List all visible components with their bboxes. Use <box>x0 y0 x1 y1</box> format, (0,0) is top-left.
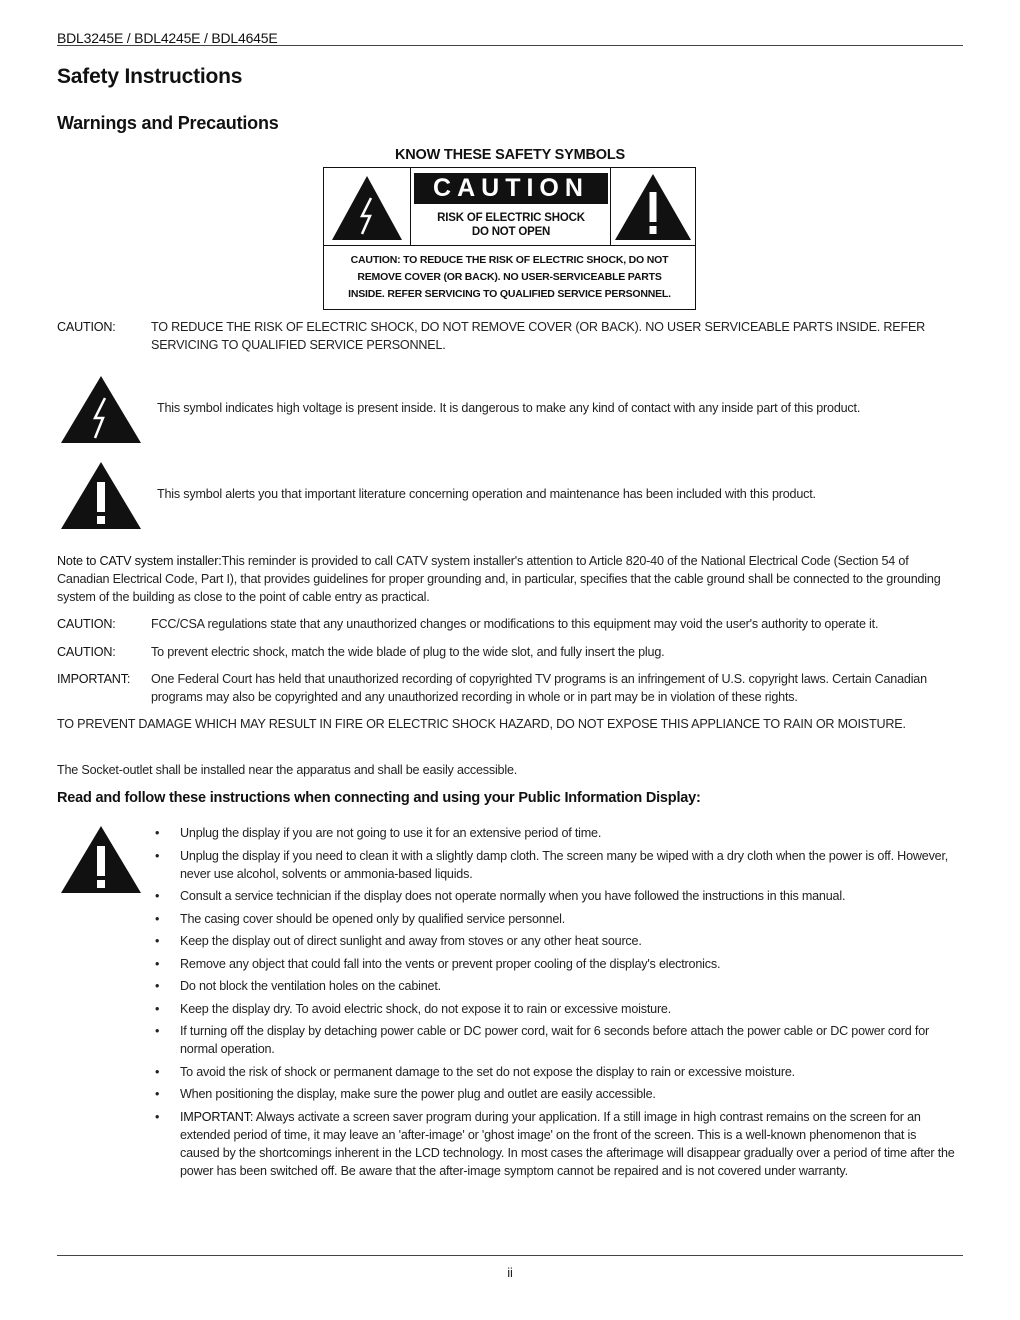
list-item-text: When positioning the display, make sure the power plug and outlet are easily accessible. <box>180 1087 656 1101</box>
bullet: • <box>155 826 160 840</box>
colon: : <box>112 320 116 334</box>
list-item <box>155 847 955 883</box>
bullet: • <box>155 889 160 903</box>
bullet: • <box>155 1024 160 1038</box>
catv-label: Note to CATV system installer: <box>57 554 222 568</box>
box-text-line-2: REMOVE COVER (OR BACK). NO USER-SERVICEABLE PARTS <box>357 271 662 283</box>
box-text-line-1: CAUTION: TO REDUCE THE RISK OF ELECTRIC SHOCK, DO NOT <box>350 254 669 266</box>
risk-line-2: DO NOT OPEN <box>471 226 551 238</box>
caution-paragraph-3 <box>57 643 963 661</box>
colon: : <box>112 645 116 659</box>
list-item-text: Unplug the display if you are not going to use it for an extensive period of time. <box>180 826 602 840</box>
colon: : <box>126 672 131 686</box>
page-title: Safety Instructions <box>57 65 243 88</box>
list-item-text: The casing cover should be opened only by qualified service personnel. <box>180 911 566 926</box>
list-item-text: Consult a service technician if the display does not operate normally when you have followed the instructions in this manual. <box>180 889 846 903</box>
bullet: • <box>155 1087 160 1101</box>
bullet: • <box>155 934 160 948</box>
list-item-important <box>155 1108 955 1180</box>
bullet: • <box>155 1064 160 1079</box>
header-divider <box>57 45 963 46</box>
caution-banner: CAUTION <box>414 173 608 204</box>
catv-note <box>57 552 963 606</box>
list-item <box>155 1063 955 1081</box>
list-item <box>155 887 955 905</box>
list-item <box>155 910 955 928</box>
model-header: BDL3245E / BDL4245E / BDL4645E <box>57 30 278 46</box>
important-label: IMPORTANT <box>57 672 127 686</box>
list-item <box>155 1085 955 1103</box>
caution-label: CAUTION <box>57 320 113 334</box>
instructions-list <box>155 824 955 1184</box>
list-item <box>155 977 955 995</box>
caution-label: CAUTION <box>57 617 113 631</box>
lightning-warning-icon <box>324 168 411 245</box>
list-item <box>155 955 955 973</box>
list-item <box>155 1022 955 1058</box>
caution-text: TO REDUCE THE RISK OF ELECTRIC SHOCK, DO NOT REMOVE COVER (OR BACK). NO USER SERVICEABLE PARTS INSIDE. REFER SERVICING TO QUALIFIED SERVICE PERSONNEL. <box>151 320 926 352</box>
risk-line-1: RISK OF ELECTRIC SHOCK <box>437 212 585 224</box>
list-item-text: Remove any object that could fall into the vents or prevent proper cooling of the display's electronics. <box>180 956 721 971</box>
list-item-text: Unplug the display if you need to clean it with a slightly damp cloth. The screen many be wiped with a dry cloth when the power is off. However, never use alcohol, solvents or ammonia-based liquids. <box>180 848 949 881</box>
bullet: • <box>155 1001 160 1016</box>
list-item <box>155 824 955 842</box>
bullet: • <box>155 956 160 971</box>
symbols-heading: KNOW THESE SAFETY SYMBOLS <box>395 147 625 163</box>
caution-text: To prevent electric shock, match the wide blade of plug to the wide slot, and fully insert the plug. <box>151 645 665 659</box>
list-item-text: Keep the display dry. To avoid electric shock, do not expose it to rain or excessive moisture. <box>180 1001 672 1016</box>
list-item <box>155 1000 955 1018</box>
list-item-text: Keep the display out of direct sunlight and away from stoves or any other heat source. <box>180 934 642 948</box>
section-title: Warnings and Precautions <box>57 113 279 133</box>
important-text: One Federal Court has held that unauthorized recording of copyrighted TV programs is an infringement of U.S. copyright laws. Certain Canadian programs may also be copyrighted and any unauthorized recording in whole or in part may be in violation of these rights. <box>151 672 927 704</box>
attention-description: This symbol alerts you that important literature concerning operation and maintenance has been included with this product. <box>157 487 816 501</box>
high-voltage-description: This symbol indicates high voltage is present inside. It is dangerous to make any kind of contact with any inside part of this product. <box>157 401 861 415</box>
bullet: • <box>155 1109 160 1124</box>
attention-icon <box>60 462 142 533</box>
box-text-line-3: INSIDE. REFER SERVICING TO QUALIFIED SERVICE PERSONNEL. <box>348 288 671 300</box>
caution-paragraph-1 <box>57 318 963 354</box>
prevent-damage-warning: TO PREVENT DAMAGE WHICH MAY RESULT IN FIRE OR ELECTRIC SHOCK HAZARD, DO NOT EXPOSE THIS APPLIANCE TO RAIN OR MOISTURE. <box>57 717 906 731</box>
colon: : <box>112 617 116 631</box>
high-voltage-icon <box>60 376 142 447</box>
exclamation-warning-icon <box>610 168 695 245</box>
bullet: • <box>155 979 160 993</box>
list-item <box>155 932 955 950</box>
caution-label: CAUTION <box>57 645 113 659</box>
page-number: ii <box>507 1265 513 1280</box>
caution-paragraph-2 <box>57 615 963 633</box>
list-item-text: To avoid the risk of shock or permanent damage to the set do not expose the display to rain or excessive moisture. <box>180 1064 795 1079</box>
instructions-attention-icon <box>60 826 142 897</box>
instructions-heading: Read and follow these instructions when connecting and using your Public Information Display: <box>57 790 701 806</box>
caution-text: FCC/CSA regulations state that any unauthorized changes or modifications to this equipment may void the user's authority to operate it. <box>151 617 879 631</box>
footer-divider <box>57 1255 963 1256</box>
catv-text: This reminder is provided to call CATV system installer's attention to Article 820-40 of the National Electrical Code (Section 54 of Canadian Electrical Code, Part I), that provides guidelines for proper grounding and, in particular, specifies that the cable ground shall be connected to the grounding system of the building as close to the point of cable entry as practical. <box>57 554 941 604</box>
important-label: IMPORTANT <box>180 1109 250 1124</box>
bullet: • <box>155 911 160 926</box>
socket-outlet-note: The Socket-outlet shall be installed near the apparatus and shall be easily accessible. <box>57 763 518 777</box>
list-item-text: If turning off the display by detaching power cable or DC power cord, wait for 6 seconds before attach the power cable or DC power cord for normal operation. <box>180 1024 929 1056</box>
list-item-text: Do not block the ventilation holes on the cabinet. <box>180 979 441 993</box>
bullet: • <box>155 848 160 863</box>
list-item-text: : Always activate a screen saver program during your application. If a still image in high contrast remains on the screen for an extended period of time, it may leave an 'after-image' or 'ghost image' on the front of the screen. This is a well-known phenomenon that is caused by the shortcomings inherent in the LCD technology. In most cases the afterimage will disappear gradually over a period of time after the power has been switched off. Be aware that the after-image symptom cannot be repaired and is not covered under warranty. <box>180 1109 955 1178</box>
important-paragraph <box>57 670 963 706</box>
caution-label-box <box>323 167 696 310</box>
